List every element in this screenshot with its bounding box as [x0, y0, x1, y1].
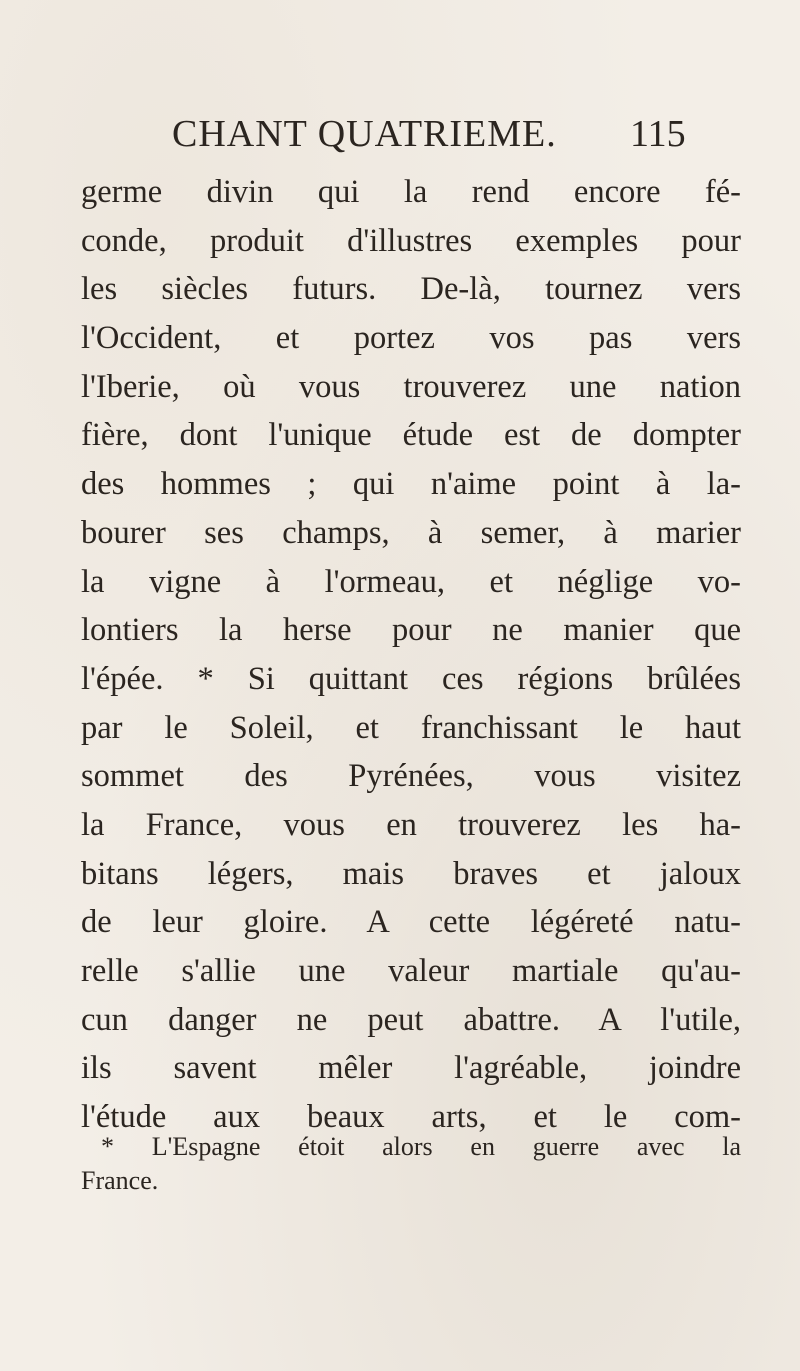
text-line: l'épée. * Si quittant ces régions brûlées: [81, 660, 741, 697]
text-line: bitans légers, mais braves et jaloux: [81, 855, 741, 892]
text-line: l'Iberie, où vous trouverez une nation: [81, 368, 741, 405]
running-head: [0, 112, 800, 162]
body-text: [81, 168, 741, 1142]
text-line: germe divin qui la rend encore fé-: [81, 174, 741, 210]
text-line: sommet des Pyrénées, vous visitez: [81, 758, 741, 795]
text-line: de leur gloire. A cette légéreté natu-: [81, 904, 741, 941]
text-line: lontiers la herse pour ne manier que: [81, 612, 741, 649]
text-line: l'étude aux beaux arts, et le com-: [81, 1099, 741, 1136]
page-number: 115: [630, 113, 686, 155]
text-line: l'Occident, et portez vos pas vers: [81, 320, 741, 357]
text-line: fière, dont l'unique étude est de dompter: [81, 417, 741, 454]
text-line: ils savent mêler l'agréable, joindre: [81, 1050, 741, 1087]
text-line: bourer ses champs, à semer, à marier: [81, 514, 741, 551]
footnote-line: * L'Espagne étoit alors en guerre avec la: [101, 1132, 741, 1161]
text-line: par le Soleil, et franchissant le haut: [81, 709, 741, 746]
text-line: relle s'allie une valeur martiale qu'au-: [81, 953, 741, 989]
text-line: la France, vous en trouverez les ha-: [81, 806, 741, 843]
footnote-line: France.: [81, 1166, 159, 1195]
running-title: CHANT QUATRIEME.: [172, 113, 557, 155]
footnote: [81, 1130, 741, 1198]
text-line: les siècles futurs. De-là, tournez vers: [81, 271, 741, 308]
text-line: conde, produit d'illustres exemples pour: [81, 222, 741, 259]
text-line: des hommes ; qui n'aime point à la-: [81, 466, 741, 503]
text-line: la vigne à l'ormeau, et néglige vo-: [81, 563, 741, 600]
text-line: cun danger ne peut abattre. A l'utile,: [81, 1001, 741, 1038]
